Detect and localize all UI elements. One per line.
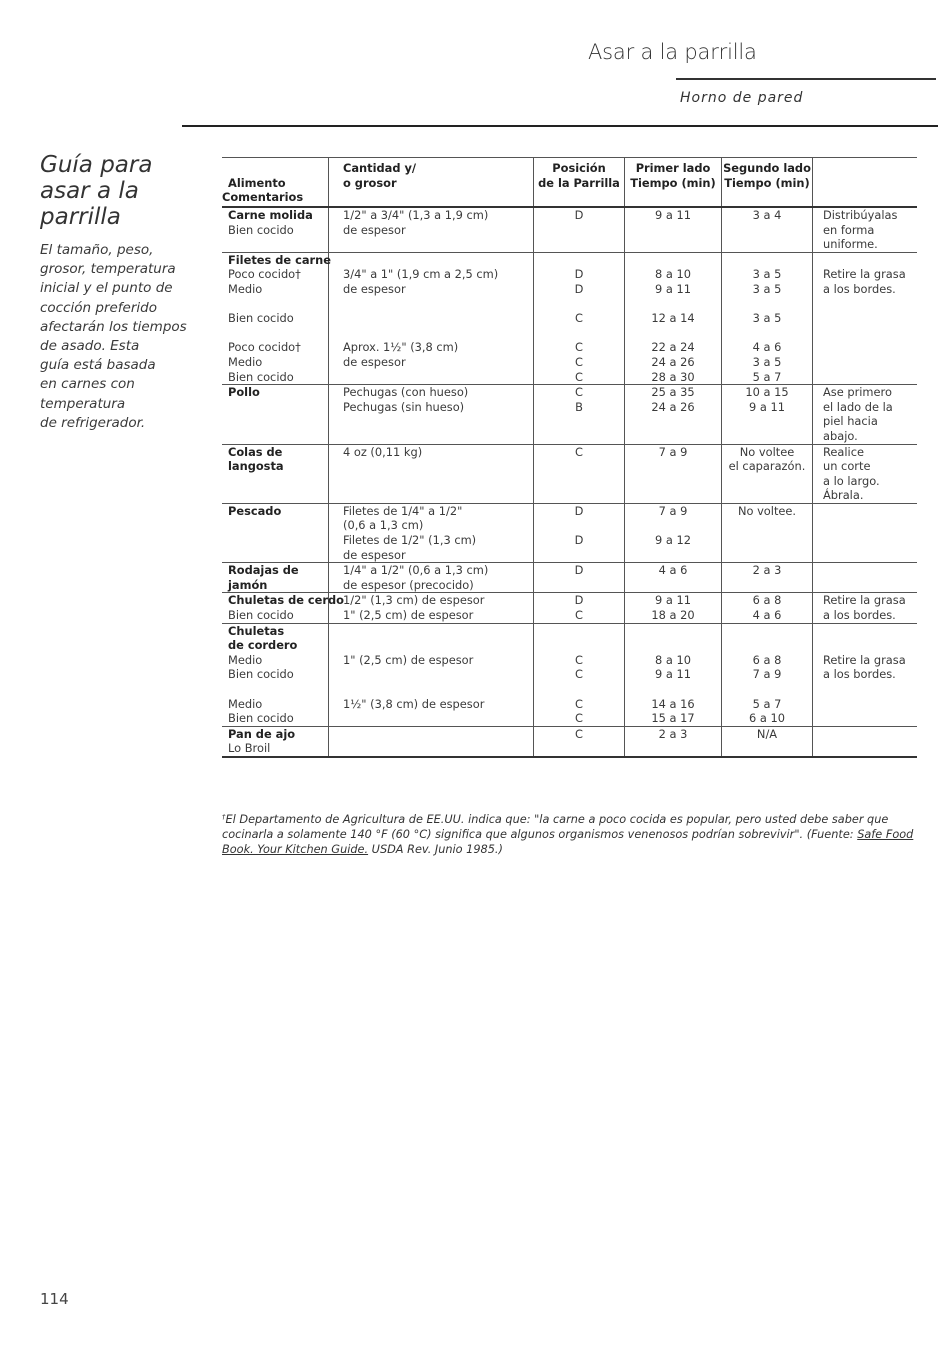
doneness-comment [228, 326, 328, 341]
food-name: Chuletas de cerdo [228, 593, 345, 608]
cell-line: 4 a 6 [752, 608, 782, 623]
cell-line: D [574, 563, 584, 578]
cell-food [222, 385, 329, 444]
cell-quantity [329, 444, 534, 503]
cell-line: un corte [823, 459, 871, 474]
doneness-comment: Bien cocido [228, 711, 294, 726]
cell-line [722, 297, 812, 312]
cell-rack [534, 593, 625, 623]
doneness-comment: Medio [228, 281, 263, 296]
cell-line: 9 a 12 [655, 533, 691, 548]
cell-line [823, 624, 917, 639]
cell-line: 4 a 6 [752, 340, 782, 355]
cell-line [823, 638, 917, 653]
sidebar-text-line: temperatura [40, 395, 126, 412]
cell-line: Retire la grasa [823, 593, 906, 608]
cell-line: de espesor [343, 281, 406, 296]
header-line: Comentarios [222, 190, 304, 205]
table-row [222, 503, 917, 562]
line-spacer [625, 253, 721, 268]
cell-line: C [575, 385, 583, 400]
footnote [222, 810, 912, 857]
cell-line: 1/2" (1,3 cm) de espesor [343, 593, 485, 608]
cell-line: 28 a 30 [651, 369, 695, 384]
cell-line: 10 a 15 [745, 385, 789, 400]
cell-line: 1" (2,5 cm) de espesor [343, 608, 474, 623]
cell-notes [813, 563, 918, 593]
cell-quantity [329, 252, 534, 384]
cell-food [222, 503, 329, 562]
header-line: Tiempo (min) [630, 175, 716, 190]
cell-quantity [329, 563, 534, 593]
sidebar-text-line: cocción preferido [40, 299, 157, 316]
header-quantity [329, 158, 534, 208]
cell-line: D [574, 267, 584, 282]
table-row [222, 385, 917, 444]
cell-line: Distribúyalas [823, 208, 898, 222]
cell-line: 25 a 35 [651, 385, 695, 400]
cell-line: 9 a 11 [655, 593, 691, 608]
cell-line: 7 a 9 [658, 444, 688, 459]
cell-line [625, 518, 721, 533]
cell-line: 5 a 7 [752, 369, 782, 384]
cell-side2 [722, 444, 813, 503]
doneness-comment: Bien cocido [228, 311, 294, 326]
page-number: 114 [40, 1290, 69, 1308]
food-name: jamón [228, 577, 268, 592]
sidebar-title-line: parrilla [40, 204, 121, 230]
footnote-line [222, 842, 912, 857]
header-line: Tiempo (min) [724, 175, 810, 190]
food-name: Filetes de carne [228, 252, 331, 267]
cell-notes [813, 726, 918, 757]
line-spacer [722, 253, 812, 268]
sidebar-text-line: afectarán los tiempos [40, 318, 187, 335]
cell-line: 9 a 11 [655, 208, 691, 222]
cell-line: Ábrala. [823, 488, 864, 503]
cell-line [625, 297, 721, 312]
sidebar-text-line: El tamaño, peso, [40, 242, 154, 258]
cell-side2 [722, 385, 813, 444]
cell-side2 [722, 503, 813, 562]
doneness-comment: Poco cocido† [228, 340, 301, 355]
cell-line: 4 a 6 [658, 563, 688, 578]
cell-line: Aprox. 1½" (3,8 cm) [343, 340, 459, 355]
cell-line: C [575, 354, 583, 369]
cell-line: C [575, 369, 583, 384]
cell-quantity [329, 726, 534, 757]
food-name: Pollo [228, 385, 260, 400]
header-divider [676, 78, 936, 80]
doneness-comment: Lo Broil [228, 741, 271, 756]
cell-side2 [722, 726, 813, 757]
cell-line: 2 a 3 [752, 563, 782, 578]
cell-food [222, 726, 329, 757]
cell-line: 3 a 5 [752, 311, 782, 326]
cell-line [534, 297, 624, 312]
cell-side2 [722, 593, 813, 623]
cell-side1 [625, 593, 722, 623]
cell-line: Filetes de 1/4" a 1/2" [343, 503, 463, 518]
cell-line: piel hacia [823, 414, 878, 429]
cell-quantity [329, 207, 534, 252]
cell-line: 8 a 10 [655, 652, 691, 667]
table-row [222, 593, 917, 623]
cell-line: D [574, 208, 584, 222]
cell-side2 [722, 623, 813, 726]
cell-line [534, 548, 624, 563]
cell-line: 22 a 24 [651, 340, 695, 355]
cell-line [343, 311, 533, 326]
cell-line: Filetes de 1/2" (1,3 cm) [343, 533, 477, 548]
cell-side1 [625, 726, 722, 757]
header-food [222, 158, 329, 208]
dagger-symbol: † [222, 813, 226, 821]
cell-line: a los bordes. [823, 667, 896, 682]
table-row [222, 252, 917, 384]
food-name: Chuletas [228, 623, 285, 638]
sidebar-text-line: guía está basada [40, 357, 156, 374]
cell-line: 7 a 9 [752, 667, 782, 682]
line-spacer [534, 253, 624, 268]
cell-line: C [575, 652, 583, 667]
cell-line: D [574, 503, 584, 518]
cell-notes [813, 503, 918, 562]
cell-line: Pechugas (con hueso) [343, 385, 469, 400]
header-line: Posición [552, 161, 606, 176]
doneness-comment: Bien cocido [228, 608, 294, 623]
cell-line: de espesor (precocido) [343, 577, 474, 592]
cell-line: a lo largo. [823, 473, 880, 488]
cell-line: 18 a 20 [651, 608, 695, 623]
cell-line: 12 a 14 [651, 311, 695, 326]
cell-rack [534, 252, 625, 384]
cell-rack [534, 726, 625, 757]
cell-line: de espesor [343, 222, 406, 237]
cell-line: Retire la grasa [823, 652, 906, 667]
cell-line [722, 682, 812, 697]
source-title: Safe Food [857, 828, 914, 841]
header-line: de la Parrilla [538, 175, 620, 190]
food-name: Pan de ajo [228, 726, 296, 741]
cell-food [222, 252, 329, 384]
cell-line: 6 a 10 [749, 711, 785, 726]
header-spacer [722, 190, 812, 205]
cell-notes [813, 444, 918, 503]
cell-line: 5 a 7 [752, 696, 782, 711]
cell-line [343, 682, 533, 697]
footnote-line [222, 827, 912, 842]
cell-notes [813, 623, 918, 726]
cell-line: C [575, 711, 583, 726]
cell-notes [813, 385, 918, 444]
sidebar-text-line: de asado. Esta [40, 338, 140, 355]
cell-line: 9 a 11 [655, 281, 691, 296]
cell-line: B [575, 399, 583, 414]
cell-food [222, 563, 329, 593]
footnote-text: El Departamento de Agricultura de EE.UU. indica que: "la carne a poco cocida es popular, pero usted debe saber que [225, 813, 889, 826]
cell-line: 3 a 5 [752, 354, 782, 369]
cell-line: Ase primero [823, 385, 892, 400]
cell-quantity [329, 623, 534, 726]
doneness-comment [228, 682, 328, 697]
doneness-comment: Medio [228, 696, 263, 711]
cell-line: 3/4" a 1" (1,9 cm a 2,5 cm) [343, 267, 499, 282]
cell-side1 [625, 623, 722, 726]
header-line: Alimento [228, 175, 286, 190]
cell-line: C [575, 444, 583, 459]
cell-line: (0,6 a 1,3 cm) [343, 518, 424, 533]
cell-line [534, 624, 624, 639]
cell-line: D [574, 281, 584, 296]
cell-line [534, 682, 624, 697]
cell-line: 9 a 11 [655, 667, 691, 682]
food-name: Colas de [228, 444, 283, 459]
cell-line: C [575, 340, 583, 355]
cell-line: 3 a 5 [752, 281, 782, 296]
cell-notes [813, 252, 918, 384]
sidebar-description [40, 241, 200, 433]
cell-notes [813, 207, 918, 252]
cell-line: 1/2" a 3/4" (1,3 a 1,9 cm) [343, 208, 489, 222]
table-header-row [222, 158, 917, 208]
cell-line [343, 638, 533, 653]
cell-line: en forma [823, 222, 875, 237]
food-name: Pescado [228, 503, 282, 518]
header-line: o grosor [343, 175, 397, 190]
sidebar-title-line: asar a la [40, 178, 139, 204]
cell-food [222, 623, 329, 726]
cell-rack [534, 385, 625, 444]
table-row [222, 726, 917, 757]
doneness-comment: Medio [228, 652, 263, 667]
cell-line: 3 a 4 [752, 208, 782, 222]
cell-line [534, 638, 624, 653]
cell-side2 [722, 563, 813, 593]
header-line: Segundo lado [723, 161, 811, 176]
header-spacer [625, 190, 721, 205]
cell-line: uniforme. [823, 237, 878, 252]
cell-quantity [329, 385, 534, 444]
cell-line [625, 624, 721, 639]
cell-line: No voltee [739, 444, 795, 459]
table-row [222, 207, 917, 252]
cell-line: 2 a 3 [658, 726, 688, 741]
table-row [222, 563, 917, 593]
cell-line: el caparazón. [728, 459, 806, 474]
cell-line [625, 548, 721, 563]
cell-line: 24 a 26 [651, 399, 695, 414]
cell-line [343, 624, 533, 639]
header-rule [182, 125, 938, 127]
cell-line [534, 326, 624, 341]
doneness-comment: Poco cocido† [228, 267, 301, 282]
cell-line: C [575, 667, 583, 682]
cell-line [343, 370, 533, 385]
food-name: Rodajas de [228, 563, 299, 578]
cell-line [722, 638, 812, 653]
cell-line: 3 a 5 [752, 267, 782, 282]
section-subtitle: Horno de pared [680, 90, 804, 106]
section-title: Asar a la parrilla [588, 40, 757, 64]
cell-line: 6 a 8 [752, 593, 782, 608]
cell-line [343, 667, 533, 682]
cell-line: C [575, 696, 583, 711]
doneness-comment [228, 297, 328, 312]
cell-line: No voltee. [737, 503, 797, 518]
cell-line: 14 a 16 [651, 696, 695, 711]
cell-side1 [625, 252, 722, 384]
table-row [222, 623, 917, 726]
cell-food [222, 444, 329, 503]
cell-line: a los bordes. [823, 281, 896, 296]
cell-side1 [625, 444, 722, 503]
doneness-comment: Bien cocido [228, 667, 294, 682]
cell-side1 [625, 503, 722, 562]
cell-line: el lado de la [823, 399, 893, 414]
cell-line: 1" (2,5 cm) de espesor [343, 652, 474, 667]
cell-side1 [625, 563, 722, 593]
header-line: Cantidad y/ [343, 161, 417, 176]
header-line: Primer lado [635, 161, 711, 176]
cell-side1 [625, 207, 722, 252]
cell-side2 [722, 252, 813, 384]
cell-food [222, 593, 345, 623]
cell-line: C [575, 608, 583, 623]
cell-quantity [329, 503, 534, 562]
broiling-guide-table [222, 157, 917, 758]
cell-line [343, 297, 533, 312]
header-spacer [343, 190, 533, 205]
cell-line: 8 a 10 [655, 267, 691, 282]
cell-line: a los bordes. [823, 608, 896, 623]
doneness-comment: Medio [228, 354, 263, 369]
cell-line: abajo. [823, 428, 858, 443]
header-side2 [722, 158, 813, 208]
cell-line: 7 a 9 [658, 503, 688, 518]
cell-line: N/A [756, 726, 778, 741]
food-name: de cordero [228, 638, 298, 653]
sidebar-text-line: inicial y el punto de [40, 280, 173, 297]
cell-quantity [329, 593, 534, 623]
footnote-text: cocinarla a solamente 140 °F (60 °C) significa que algunos organismos venenosos podrían sobrevivir". (Fuente: [222, 828, 858, 841]
cell-side2 [722, 207, 813, 252]
cell-line: D [574, 533, 584, 548]
header-notes [813, 158, 918, 208]
cell-line: 4 oz (0,11 kg) [343, 444, 423, 459]
cell-line: C [575, 311, 583, 326]
cell-line [534, 518, 624, 533]
cell-line: Realice [823, 444, 864, 459]
cell-line: Retire la grasa [823, 267, 906, 282]
cell-line [625, 326, 721, 341]
cell-line: C [575, 726, 583, 741]
cell-line [722, 624, 812, 639]
cell-line: 1/4" a 1/2" (0,6 a 1,3 cm) [343, 563, 489, 578]
sidebar-text-line: grosor, temperatura [40, 261, 176, 278]
cell-line: 6 a 8 [752, 652, 782, 667]
cell-line [343, 711, 533, 726]
header-spacer [534, 190, 624, 205]
cell-rack [534, 207, 625, 252]
doneness-comment: Bien cocido [228, 222, 294, 237]
header-rack [534, 158, 625, 208]
line-spacer [343, 253, 533, 268]
cell-rack [534, 563, 625, 593]
doneness-comment: Bien cocido [228, 369, 294, 384]
cell-line [343, 326, 533, 341]
footnote-line [222, 810, 912, 827]
cell-side1 [625, 385, 722, 444]
line-spacer [823, 253, 917, 268]
cell-line: 9 a 11 [749, 399, 785, 414]
cell-line [625, 638, 721, 653]
cell-line [625, 682, 721, 697]
cell-rack [534, 444, 625, 503]
cell-line: de espesor [343, 354, 406, 369]
cell-rack [534, 623, 625, 726]
sidebar-text-line: en carnes con [40, 376, 135, 393]
sidebar-title-line: Guía para [40, 152, 153, 178]
source-title: Book. Your Kitchen Guide. [222, 843, 369, 856]
header-side1 [625, 158, 722, 208]
cell-line: 15 a 17 [651, 711, 695, 726]
cell-line: 1½" (3,8 cm) de espesor [343, 696, 485, 711]
cell-rack [534, 503, 625, 562]
footnote-text: USDA Rev. Junio 1985.) [368, 843, 503, 856]
cell-line: Pechugas (sin hueso) [343, 399, 465, 414]
cell-line: de espesor [343, 547, 406, 562]
cell-line: D [574, 593, 584, 608]
cell-notes [813, 593, 918, 623]
cell-line [722, 326, 812, 341]
food-name: Carne molida [228, 208, 313, 222]
cell-food [222, 207, 329, 252]
sidebar-text-line: de refrigerador. [40, 414, 146, 431]
sidebar-title [40, 152, 190, 230]
food-name: langosta [228, 459, 284, 474]
table-row [222, 444, 917, 503]
cell-line: 24 a 26 [651, 354, 695, 369]
